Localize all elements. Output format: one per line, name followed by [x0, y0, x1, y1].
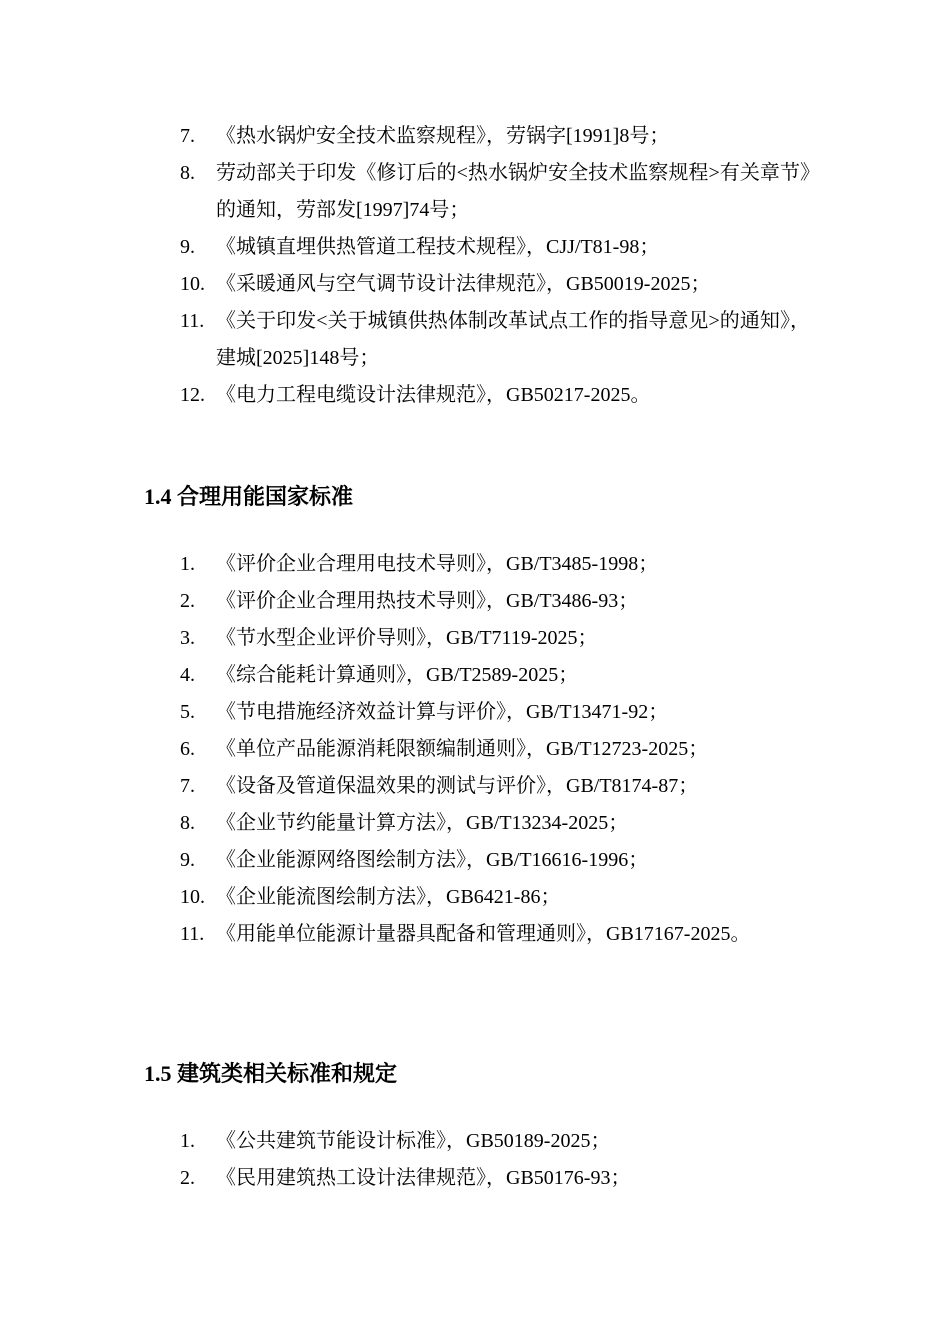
list-item-text: 《单位产品能源消耗限额编制通则》，GB/T12723-2025；: [216, 738, 709, 760]
list-item-text: 《企业能源网络图绘制方法》，GB/T16616-1996；: [216, 849, 649, 871]
list-item-number: 10.: [180, 273, 205, 295]
list-item-text: 《节水型企业评价导则》，GB/T7119-2025；: [216, 627, 598, 649]
list-item-number: 1.: [180, 1130, 195, 1152]
list-item: [180, 694, 810, 731]
list-item-text: 《综合能耗计算通则》，GB/T2589-2025；: [216, 664, 579, 686]
list-item-text: 《热水锅炉安全技术监察规程》，劳锅字[1991]8号；: [216, 125, 670, 147]
list-item: [180, 1160, 810, 1197]
list-item-number: 2.: [180, 590, 195, 612]
list-item-text: 《公共建筑节能设计标准》，GB50189-2025；: [216, 1130, 611, 1152]
list-item: [180, 768, 810, 805]
list-item: [180, 657, 810, 694]
list-item-text: 《城镇直埋供热管道工程技术规程》，CJJ/T81-98；: [216, 236, 660, 258]
list-item-text: 《用能单位能源计量器具配备和管理通则》，GB17167-2025。: [216, 923, 751, 945]
energy-standards-list: [180, 546, 810, 953]
list-item-text: 《节电措施经济效益计算与评价》，GB/T13471-92；: [216, 701, 669, 723]
list-item: [180, 805, 810, 842]
list-item: [180, 303, 810, 377]
list-item-text: 《民用建筑热工设计法律规范》，GB50176-93；: [216, 1167, 631, 1189]
list-item: [180, 731, 810, 768]
list-item-text: 《企业能流图绘制方法》，GB6421-86；: [216, 886, 561, 908]
list-item-text: 劳动部关于印发《修订后的<热水锅炉安全技术监察规程>有关章节》的通知，劳部发[1997]74号；: [216, 162, 810, 221]
list-item: [180, 842, 810, 879]
list-item-number: 12.: [180, 384, 205, 406]
list-item-text: 《评价企业合理用热技术导则》，GB/T3486-93；: [216, 590, 639, 612]
list-item-number: 10.: [180, 886, 205, 908]
list-item-number: 7.: [180, 125, 195, 147]
list-item: [180, 229, 810, 266]
list-item-text: 《评价企业合理用电技术导则》，GB/T3485-1998；: [216, 553, 659, 575]
list-item-number: 11.: [180, 310, 205, 332]
list-item-number: 8.: [180, 812, 195, 834]
list-item: [180, 118, 810, 155]
list-item: [180, 155, 810, 229]
list-item-number: 4.: [180, 664, 195, 686]
list-item-number: 9.: [180, 849, 195, 871]
list-item-number: 1.: [180, 553, 195, 575]
list-item: [180, 916, 810, 953]
list-item-number: 2.: [180, 1167, 195, 1189]
list-item-text: 《设备及管道保温效果的测试与评价》，GB/T8174-87；: [216, 775, 699, 797]
list-item-number: 6.: [180, 738, 195, 760]
list-item-number: 8.: [180, 162, 195, 184]
list-item: [180, 1123, 810, 1160]
list-item-number: 9.: [180, 236, 195, 258]
list-item: [180, 546, 810, 583]
list-item-number: 3.: [180, 627, 195, 649]
regulation-list: [180, 118, 810, 414]
list-item-text: 《企业节约能量计算方法》，GB/T13234-2025；: [216, 812, 629, 834]
list-item: [180, 266, 810, 303]
list-item-number: 11.: [180, 923, 205, 945]
section-heading-1-5: 1.5 建筑类相关标准和规定: [144, 1061, 398, 1086]
building-standards-list: [180, 1123, 810, 1197]
list-item: [180, 377, 810, 414]
list-item: [180, 583, 810, 620]
list-item-text: 《采暖通风与空气调节设计法律规范》，GB50019-2025；: [216, 273, 711, 295]
list-item: [180, 879, 810, 916]
list-item-text: 《关于印发<关于城镇供热体制改革试点工作的指导意见>的通知》，建城[2025]148号；: [216, 310, 810, 369]
list-item: [180, 620, 810, 657]
section-heading-1-4: 1.4 合理用能国家标准: [144, 484, 354, 509]
list-item-number: 5.: [180, 701, 195, 723]
list-item-number: 7.: [180, 775, 195, 797]
list-item-text: 《电力工程电缆设计法律规范》，GB50217-2025。: [216, 384, 651, 406]
